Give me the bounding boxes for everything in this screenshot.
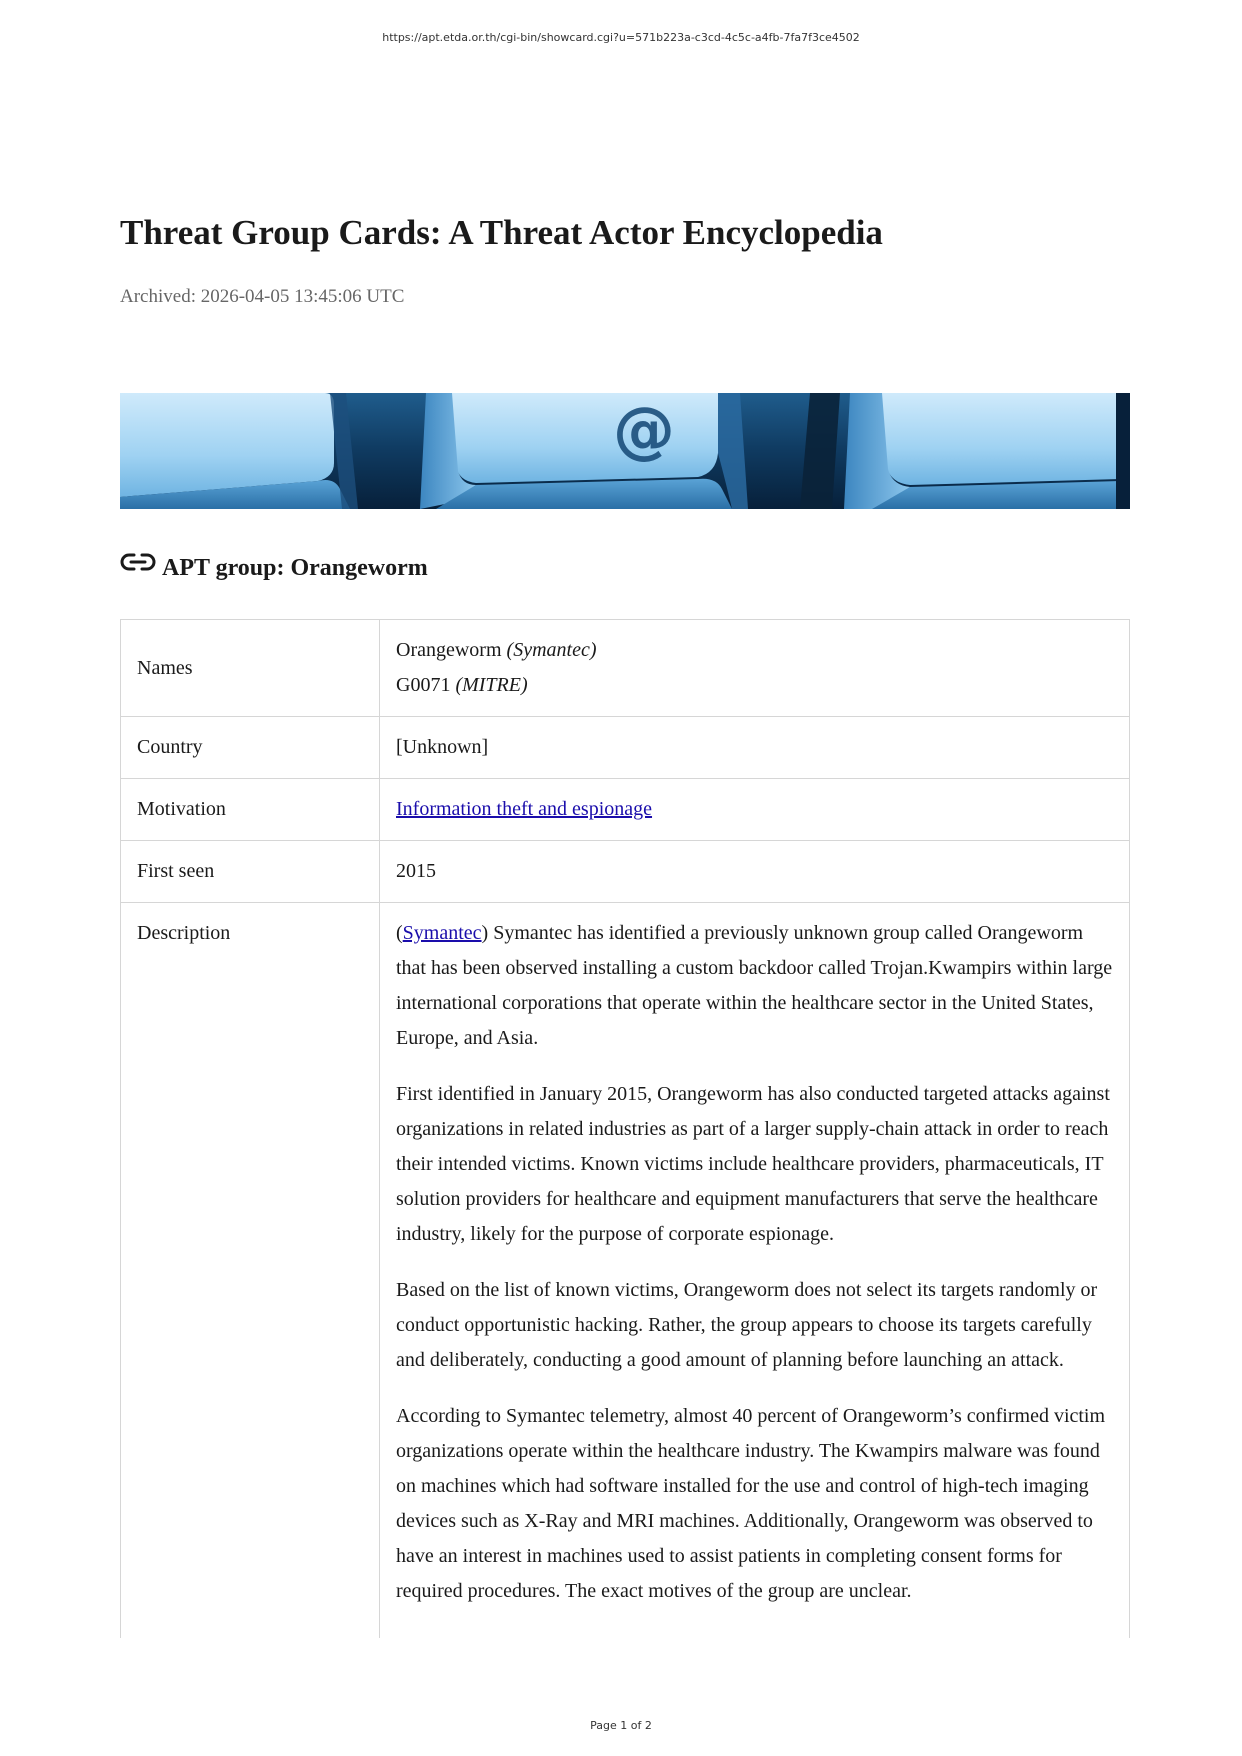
row-label-description: Description: [121, 903, 380, 1639]
page-title: Threat Group Cards: A Threat Actor Encyclopedia: [120, 213, 883, 252]
alias-name: G0071: [396, 674, 451, 696]
row-value-description: [380, 903, 1130, 1639]
row-label-country: Country: [121, 717, 380, 779]
group-heading: [120, 555, 428, 582]
description-paragraph: Based on the list of known victims, Orangeworm does not select its targets randomly or conduct opportunistic hacking. Rather, the group appears to choose its targets carefully and deliberately, conducting a good amount of planning before launching an attack.: [396, 1279, 1098, 1371]
table-row-description: [121, 903, 1130, 1639]
motivation-link[interactable]: Information theft and espionage: [396, 798, 653, 820]
alias-name: Orangeworm: [396, 639, 502, 661]
row-value-first-seen: 2015: [380, 841, 1130, 903]
keyboard-banner-image: [120, 393, 1130, 509]
row-label-motivation: Motivation: [121, 779, 380, 841]
link-icon[interactable]: [120, 550, 156, 574]
alias-source: (MITRE): [455, 674, 528, 696]
description-paragraph: First identified in January 2015, Orangeworm has also conducted targeted attacks against organizations in related industries as part of a larger supply-chain attack in order to reach their intended victims. Known victims include healthcare providers, pharmaceuticals, IT solution providers for healthcare and equipment manufacturers that serve the healthcare industry, likely for the purpose of corporate espionage.: [396, 1083, 1110, 1245]
page-url: https://apt.etda.or.th/cgi-bin/showcard.cgi?u=571b223a-c3cd-4c5c-a4fb-7fa7f3ce4502: [382, 31, 860, 44]
symantec-source-link[interactable]: Symantec: [402, 922, 482, 944]
row-value-motivation: [380, 779, 1130, 841]
name-entry: [396, 668, 1113, 703]
row-value-names: [380, 620, 1130, 717]
alias-source: (Symantec): [506, 639, 597, 661]
description-paragraph: (Symantec) Symantec has identified a previously unknown group called Orangeworm that has been observed installing a custom backdoor called Trojan.Kwampirs within large international corporations that operate within the healthcare sector in the United States, Europe, and Asia.: [396, 922, 1113, 1049]
group-info-table: [120, 619, 1130, 1638]
name-entry: [396, 633, 1113, 668]
page-number: Page 1 of 2: [590, 1719, 652, 1732]
row-value-country: [Unknown]: [380, 717, 1130, 779]
row-label-names: Names: [121, 620, 380, 717]
table-row-names: [121, 620, 1130, 717]
at-sign-key-glyph: @: [613, 393, 675, 466]
row-label-first-seen: First seen: [121, 841, 380, 903]
table-row-first-seen: [121, 841, 1130, 903]
archived-timestamp: Archived: 2026-04-05 13:45:06 UTC: [120, 286, 405, 307]
description-paragraph: According to Symantec telemetry, almost 40 percent of Orangeworm’s confirmed victim organizations operate within the healthcare industry. The Kwampirs malware was found on machines which had software installed for the use and control of high-tech imaging devices such as X-Ray and MRI machines. Additionally, Orangeworm was observed to have an interest in machines used to assist patients in completing consent forms for required procedures. The exact motives of the group are unclear.: [396, 1405, 1106, 1602]
group-heading-text: APT group: Orangeworm: [162, 555, 428, 581]
table-row-motivation: [121, 779, 1130, 841]
table-row-country: [121, 717, 1130, 779]
